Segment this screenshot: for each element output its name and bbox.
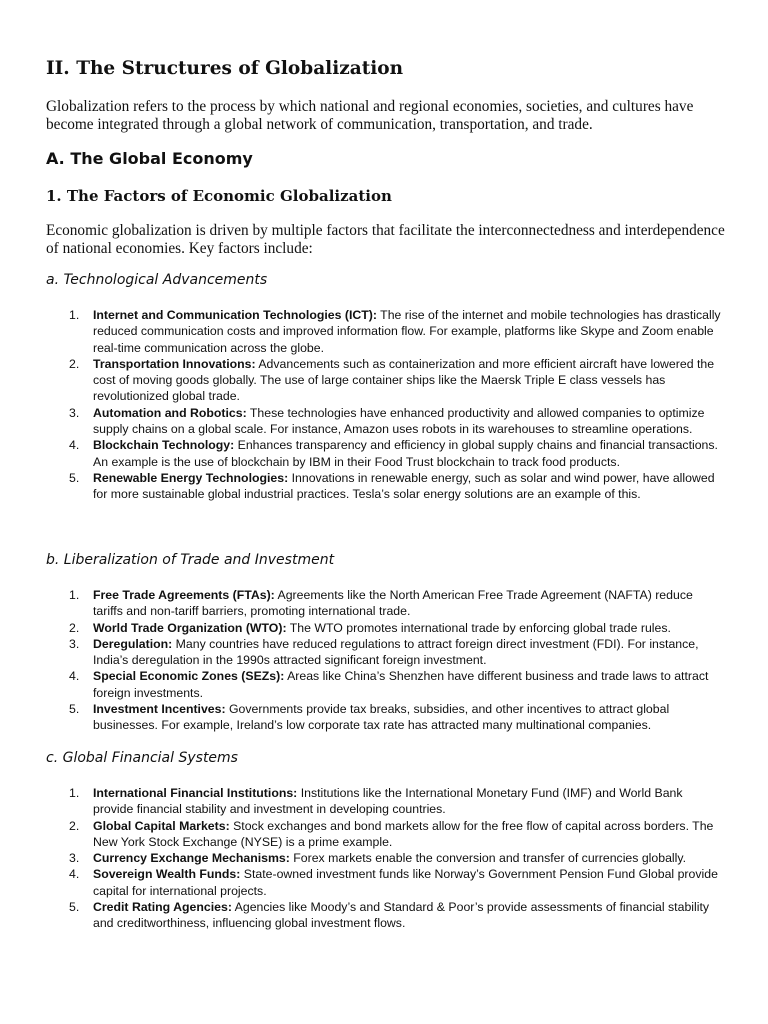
list-item-number: 5. [69, 470, 80, 485]
list-item-text: Agencies like Moody’s and Standard & Poor’s provide assessments of financial stability and creditworthiness, influencing global investment flows. [93, 900, 710, 931]
list-item [46, 307, 726, 356]
list-item-number: 1. [69, 588, 80, 602]
list-item [46, 470, 726, 503]
list-item-term: Blockchain Technology: [93, 438, 235, 453]
list-item-term: Renewable Energy Technologies: [93, 470, 289, 485]
list-item-number: 3. [69, 851, 80, 866]
list-item-number: 5. [69, 900, 80, 915]
list-item [46, 850, 726, 866]
list-item [46, 866, 726, 899]
list-item-term: Transportation Innovations: [93, 356, 256, 371]
list-item-number: 3. [69, 636, 80, 651]
list-financial-systems [46, 785, 726, 932]
list-item [46, 899, 726, 932]
list-item-term: Deregulation: [93, 636, 173, 651]
list-item [46, 356, 726, 405]
list-item [46, 620, 726, 636]
list-item [46, 587, 726, 620]
list-item-text: Areas like China’s Shenzhen have different business and trade laws to attract foreign investments. [93, 669, 709, 700]
list-item-text: Institutions like the International Monetary Fund (IMF) and World Bank provide financial stability and investment in developing countries. [93, 786, 683, 817]
list-item-text: The rise of the internet and mobile technologies has drastically reduced communication costs and improved information flow. For example, platforms like Skype and Zoom enable real-time communication across the globe. [93, 308, 721, 355]
list-item-text: Stock exchanges and bond markets allow for the free flow of capital across borders. The New York Stock Exchange (NYSE) is a prime example. [93, 818, 714, 849]
list-item [46, 668, 726, 701]
list-item [46, 785, 726, 818]
list-item-text: Enhances transparency and efficiency in global supply chains and financial transactions. An example is the use of blockchain by IBM in their Food Trust blockchain to track food products. [93, 438, 718, 469]
list-item-text: The WTO promotes international trade by enforcing global trade rules. [286, 620, 671, 635]
group-heading-liberalization: b. Liberalization of Trade and Investment [46, 552, 335, 568]
list-item-number: 1. [69, 308, 80, 322]
list-item-term: Credit Rating Agencies: [93, 900, 232, 915]
list-item [46, 437, 726, 470]
list-item-term: International Financial Institutions: [93, 786, 298, 800]
list-item-text: Advancements such as containerization and more efficient aircraft have lowered the cost of moving goods globally. The use of large container ships like the Maersk Triple E class vessels has revolutionized global trade. [93, 356, 715, 404]
list-item-term: World Trade Organization (WTO): [93, 620, 287, 635]
list-item-term: Sovereign Wealth Funds: [93, 867, 241, 882]
list-item-number: 2. [69, 818, 80, 833]
page-title: II. The Structures of Globalization [46, 58, 404, 79]
list-item [46, 818, 726, 851]
list-item-term: Automation and Robotics: [93, 405, 247, 420]
list-item-text: These technologies have enhanced productivity and allowed companies to optimize supply chains on a global scale. For instance, Amazon uses robots in its warehouses to streamline operations. [93, 405, 705, 437]
list-technological-advancements [46, 307, 726, 503]
section-heading-global-economy: A. The Global Economy [46, 149, 253, 168]
list-item-number: 4. [69, 867, 80, 882]
list-item [46, 636, 726, 669]
list-liberalization [46, 587, 726, 734]
list-item-term: Global Capital Markets: [93, 818, 230, 833]
list-item-term: Investment Incentives: [93, 702, 226, 717]
list-item-number: 2. [69, 356, 80, 371]
group-heading-financial-systems: c. Global Financial Systems [46, 750, 238, 766]
list-item-term: Internet and Communication Technologies (ICT): [93, 308, 377, 322]
list-item-text: Innovations in renewable energy, such as solar and wind power, have allowed for more sustainable global industrial practices. Tesla’s solar energy solutions are an example of this. [93, 470, 715, 502]
list-item-number: 3. [69, 405, 80, 420]
list-item-text: Forex markets enable the conversion and transfer of currencies globally. [289, 851, 687, 866]
list-item-term: Free Trade Agreements (FTAs): [93, 588, 275, 602]
list-item-term: Special Economic Zones (SEZs): [93, 669, 285, 684]
subsection-heading-factors: 1. The Factors of Economic Globalization [46, 187, 392, 205]
list-item-text: State-owned investment funds like Norway’s Government Pension Fund Global provide capital for international projects. [93, 867, 718, 898]
list-item-term: Currency Exchange Mechanisms: [93, 851, 290, 866]
list-item-text: Agreements like the North American Free Trade Agreement (NAFTA) reduce tariffs and non-tariff barriers, promoting international trade. [93, 588, 693, 619]
list-item-number: 4. [69, 438, 80, 453]
list-item-number: 4. [69, 669, 80, 684]
list-item-number: 2. [69, 620, 80, 635]
intro-paragraph: Globalization refers to the process by which national and regional economies, societies, and cultures have become integrated through a global network of communication, transportation, and trade. [46, 98, 694, 133]
list-item-text: Governments provide tax breaks, subsidies, and other incentives to attract global businesses. For example, Ireland’s low corporate tax rate has attracted many multinational companies. [93, 702, 670, 733]
list-item-number: 5. [69, 702, 80, 717]
list-item [46, 405, 726, 438]
list-item-text: Many countries have reduced regulations to attract foreign direct investment (FDI). For instance, India’s deregulation in the 1990s attracted significant foreign investment. [93, 636, 699, 668]
group-heading-technological-advancements: a. Technological Advancements [46, 272, 268, 288]
list-item-number: 1. [69, 786, 80, 800]
list-item [46, 701, 726, 734]
subsection-intro-paragraph: Economic globalization is driven by multiple factors that facilitate the interconnectedness and interdependence of national economies. Key factors include: [46, 222, 725, 257]
